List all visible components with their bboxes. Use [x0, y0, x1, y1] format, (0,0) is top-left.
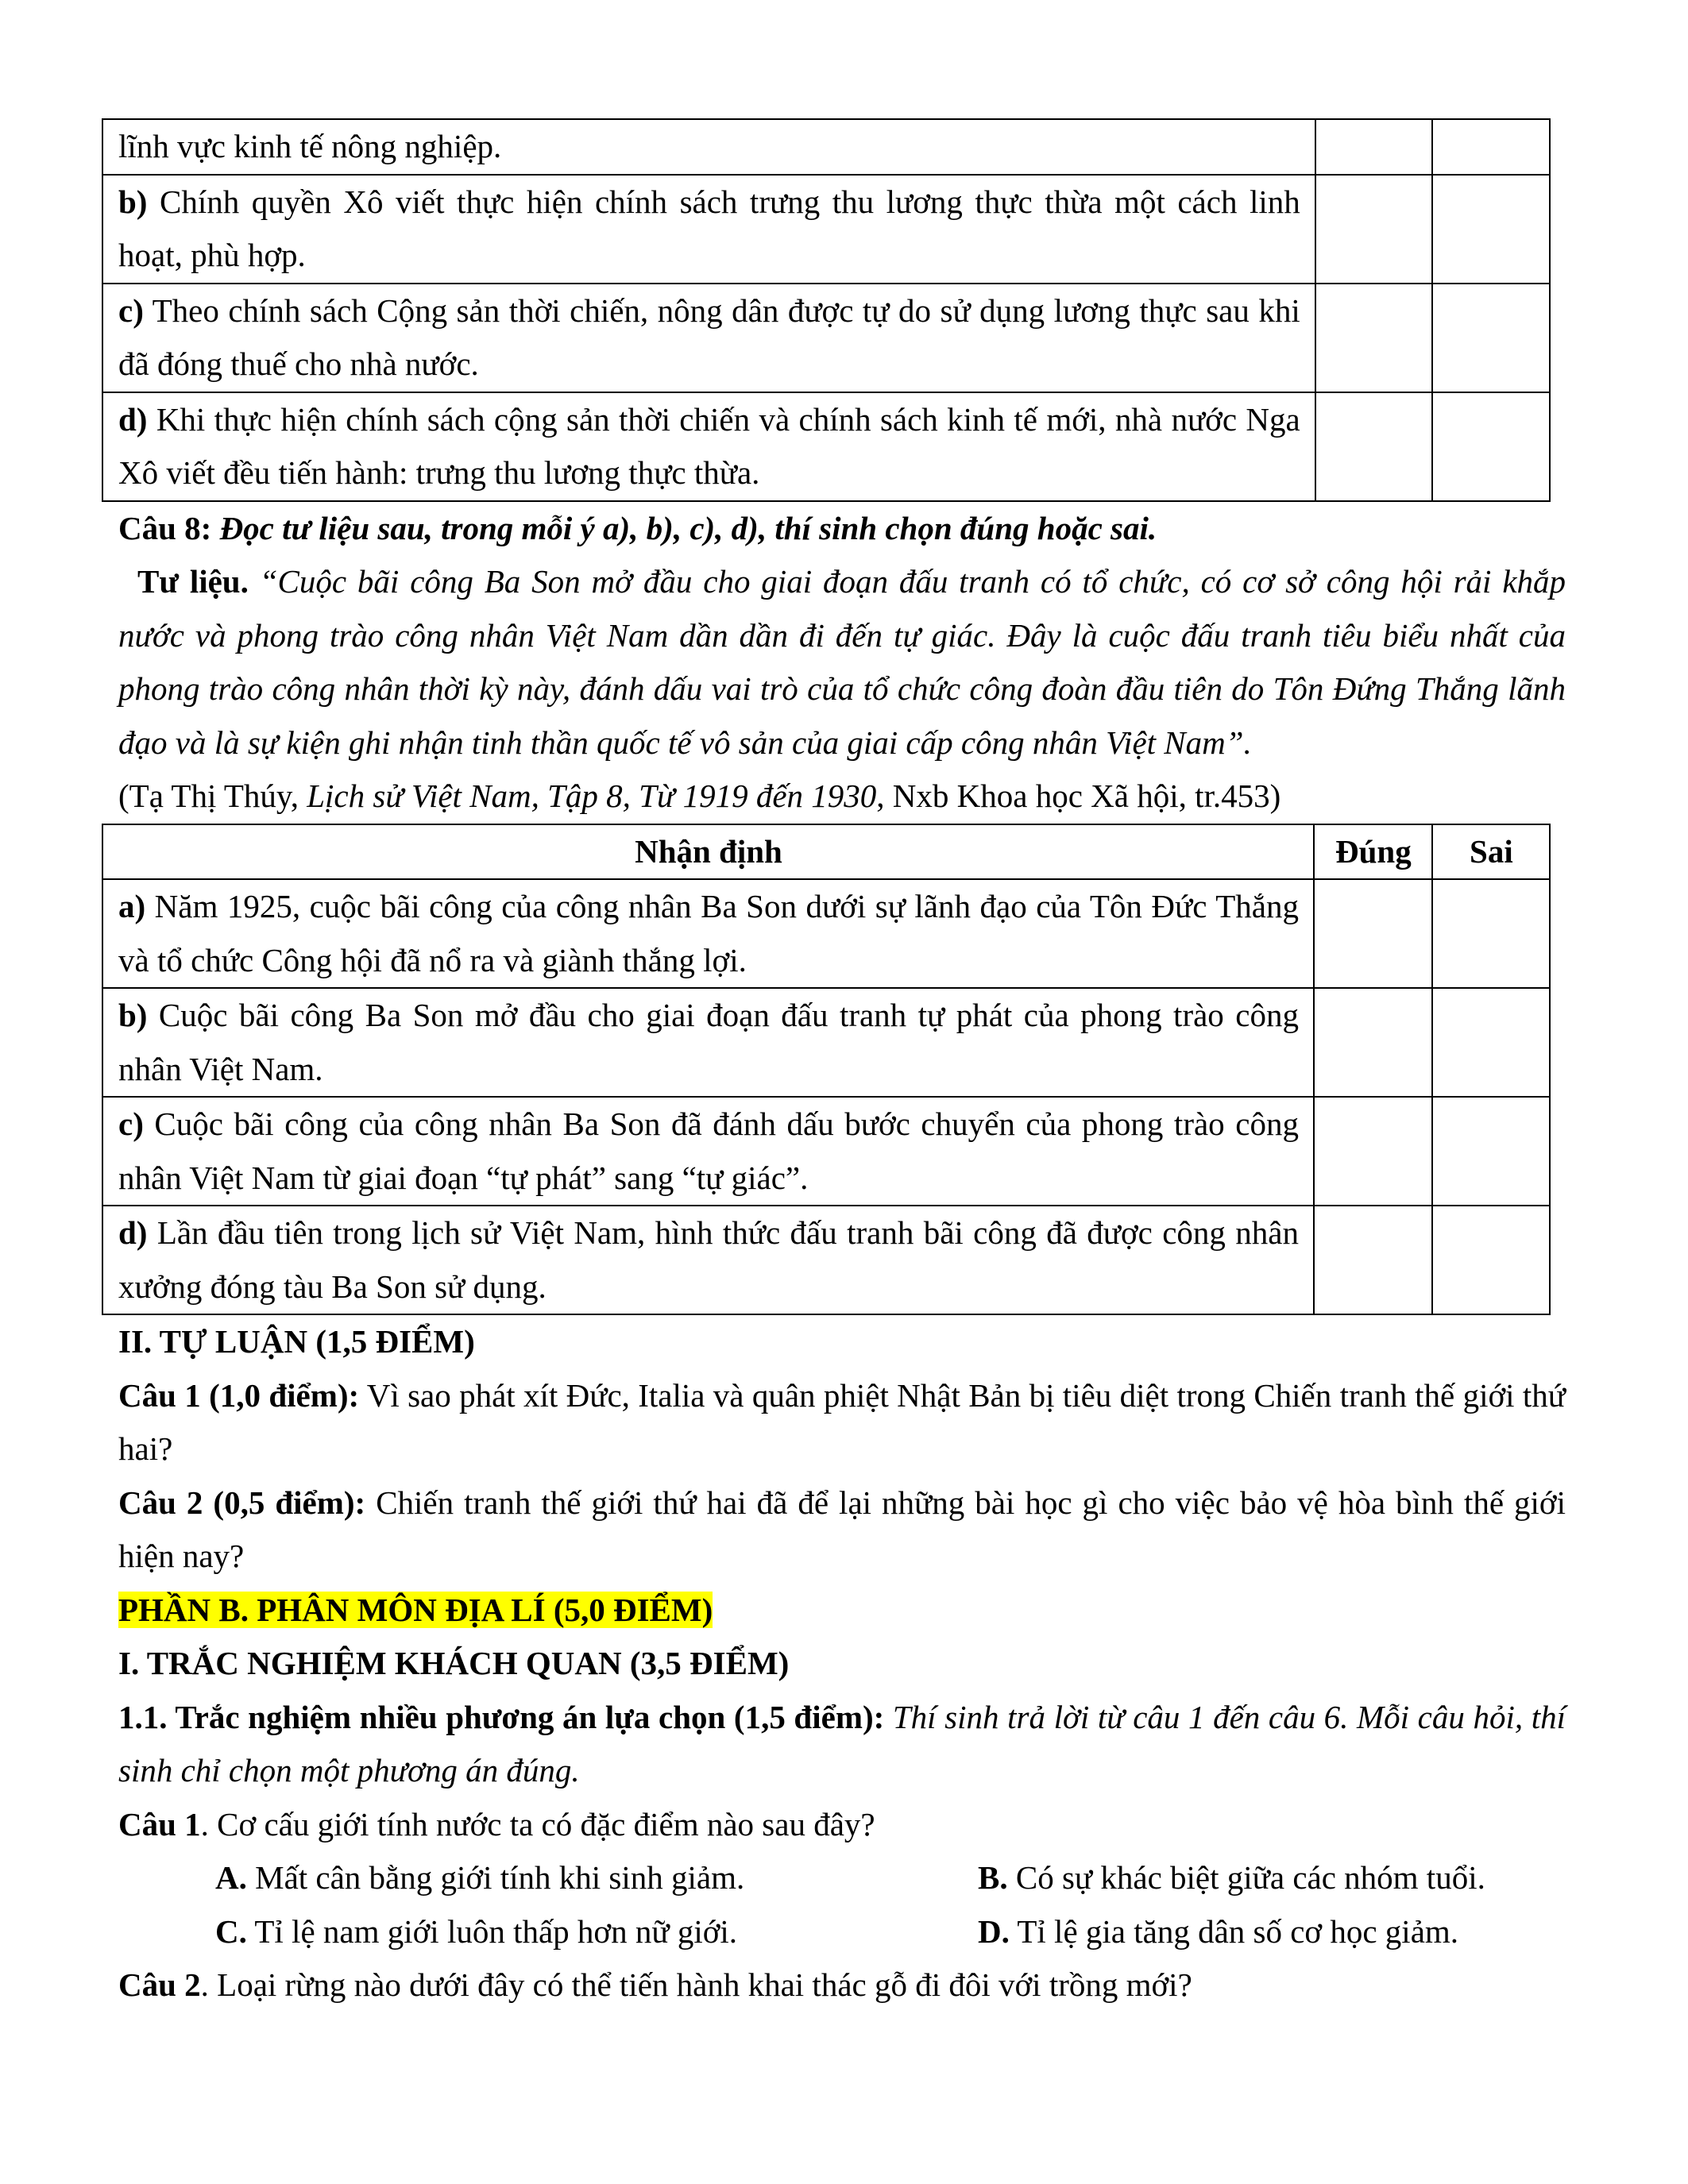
option-b[interactable]: B. Có sự khác biệt giữa các nhóm tuổi.	[978, 1859, 1485, 1896]
true-cell[interactable]	[1314, 1206, 1432, 1314]
options-row	[118, 1905, 1566, 1959]
question-instruction: Đọc tư liệu sau, trong mỗi ý a), b), c), d), thí sinh chọn đúng hoặc sai.	[211, 509, 1157, 546]
table-row	[102, 284, 1550, 392]
false-cell[interactable]	[1432, 988, 1550, 1097]
true-cell[interactable]	[1315, 284, 1433, 392]
true-cell[interactable]	[1315, 392, 1433, 501]
statement-label: d)	[118, 1214, 148, 1251]
question-label: Câu 2 (0,5 điểm):	[118, 1484, 366, 1521]
highlighted-heading: PHẦN B. PHÂN MÔN ĐỊA LÍ (5,0 ĐIỂM)	[118, 1591, 713, 1628]
false-cell[interactable]	[1432, 1206, 1550, 1314]
false-cell[interactable]	[1432, 119, 1550, 175]
statement-label: c)	[118, 1106, 144, 1142]
statement-text: Cuộc bãi công Ba Son mở đầu cho giai đoạn đấu tranh tự phát của phong trào công nhân Việt Nam.	[118, 997, 1299, 1087]
citation-title: Lịch sử Việt Nam, Tập 8, Từ 1919 đến 1930	[307, 778, 877, 814]
table-row	[102, 1097, 1550, 1206]
question-text: Chiến tranh thế giới thứ hai đã để lại những bài học gì cho việc bảo vệ hòa bình thế giới hiện nay?	[118, 1484, 1566, 1574]
source-passage	[118, 555, 1566, 770]
statement-text: Lần đầu tiên trong lịch sử Việt Nam, hình thức đấu tranh bãi công đã được công nhân xưởng đóng tàu Ba Son sử dụng.	[118, 1214, 1299, 1305]
source-citation	[118, 770, 1566, 824]
table-row	[102, 879, 1550, 988]
false-cell[interactable]	[1432, 879, 1550, 988]
false-cell[interactable]	[1432, 284, 1550, 392]
true-cell[interactable]	[1315, 175, 1433, 284]
subsection-instruction	[118, 1691, 1566, 1798]
option-a[interactable]: A. Mất cân bằng giới tính khi sinh giảm.	[215, 1859, 745, 1896]
section-heading: I. TRẮC NGHIỆM KHÁCH QUAN (3,5 ĐIỂM)	[118, 1645, 790, 1681]
geo-question-2	[118, 1958, 1566, 2012]
statement-text: Theo chính sách Cộng sản thời chiến, nông dân được tự do sử dụng lương thực sau khi đã đóng thuế cho nhà nước.	[118, 291, 1300, 382]
question-label: Câu 1	[118, 1805, 201, 1843]
true-cell[interactable]	[1314, 879, 1432, 988]
statement-text: Cuộc bãi công của công nhân Ba Son đã đánh dấu bước chuyển của phong trào công nhân Việt Nam từ giai đoạn “tự phát” sang “tự giác”.	[118, 1106, 1299, 1196]
statement-label: b)	[118, 183, 148, 220]
citation-author: (Tạ Thị Thúy,	[118, 778, 307, 814]
question-text: . Cơ cấu giới tính nước ta có đặc điểm nào sau đây?	[200, 1805, 875, 1843]
question-label: Câu 1 (1,0 điểm):	[118, 1376, 360, 1414]
options-row	[118, 1851, 1566, 1905]
table-row	[102, 988, 1550, 1097]
question-label: Câu 8:	[118, 509, 212, 546]
table-row	[102, 119, 1550, 175]
citation-publisher: , Nxb Khoa học Xã hội, tr.453)	[876, 778, 1281, 814]
question-text: . Loại rừng nào dưới đây có thể tiến hành khai thác gỗ đi đôi với trồng mới?	[200, 1966, 1192, 2003]
true-cell[interactable]	[1314, 1097, 1432, 1206]
statement-label: a)	[118, 888, 146, 924]
option-d[interactable]: D. Tỉ lệ gia tăng dân số cơ học giảm.	[978, 1912, 1459, 1950]
table-row	[102, 392, 1550, 501]
statement-text: Chính quyền Xô viết thực hiện chính sách trưng thu lương thực thừa một cách linh hoạt, phù hợp.	[118, 183, 1300, 273]
statement-label: c)	[118, 291, 144, 329]
header-true: Đúng	[1314, 824, 1432, 880]
document-page	[118, 118, 1566, 2012]
true-cell[interactable]	[1315, 119, 1433, 175]
option-c[interactable]: C. Tỉ lệ nam giới luôn thấp hơn nữ giới.	[215, 1912, 738, 1950]
false-cell[interactable]	[1432, 1097, 1550, 1206]
geo-question-1	[118, 1798, 1566, 1852]
header-statement: Nhận định	[102, 824, 1314, 880]
question-text: Vì sao phát xít Đức, Italia và quân phiệt Nhật Bản bị tiêu diệt trong Chiến tranh thế giới thứ hai?	[118, 1376, 1566, 1467]
essay-question-2	[118, 1476, 1566, 1584]
subsection-text: Thí sinh trả lời từ câu 1 đến câu 6. Mỗi câu hỏi, thí sinh chỉ chọn một phương án đúng.	[118, 1698, 1566, 1788]
statement-text: Năm 1925, cuộc bãi công của công nhân Ba Son dưới sự lãnh đạo của Tôn Đức Thắng và tổ chức Công hội đã nổ ra và giành thắng lợi.	[118, 888, 1299, 978]
source-text: “Cuộc bãi công Ba Son mở đầu cho giai đoạn đấu tranh có tổ chức, có cơ sở công hội rải khắp nước và phong trào công nhân Việt Nam dần dần đi đến tự giác. Đây là cuộc đấu tranh tiêu biểu nhất của phong trào công nhân thời kỳ này, đánh dấu vai trò của tổ chức công đoàn đầu tiên do Tôn Đứng Thắng lãnh đạo và là sự kiện ghi nhận tinh thần quốc tế vô sản của giai cấp công nhân Việt Nam”.	[118, 563, 1566, 761]
essay-question-1	[118, 1369, 1566, 1476]
essay-heading: II. TỰ LUẬN (1,5 ĐIỂM)	[118, 1323, 475, 1360]
part-b-heading	[118, 1584, 1566, 1638]
table-row	[102, 1206, 1550, 1314]
table-row	[102, 175, 1550, 284]
question-8-heading	[118, 502, 1566, 556]
table-header-row	[102, 824, 1550, 880]
question-label: Câu 2	[118, 1966, 201, 2003]
true-false-table-q8	[102, 824, 1551, 1316]
statement-label: d)	[118, 400, 148, 438]
source-label: Tư liệu.	[137, 563, 249, 600]
false-cell[interactable]	[1432, 392, 1550, 501]
header-false: Sai	[1432, 824, 1550, 880]
subsection-label: 1.1. Trắc nghiệm nhiều phương án lựa chọn (1,5 điểm):	[118, 1698, 885, 1735]
true-false-table-q7	[102, 118, 1551, 502]
statement-label: b)	[118, 997, 148, 1033]
false-cell[interactable]	[1432, 175, 1550, 284]
true-cell[interactable]	[1314, 988, 1432, 1097]
statement-text: lĩnh vực kinh tế nông nghiệp.	[118, 128, 502, 164]
statement-text: Khi thực hiện chính sách cộng sản thời chiến và chính sách kinh tế mới, nhà nước Nga Xô viết đều tiến hành: trưng thu lương thực thừa.	[118, 400, 1300, 491]
